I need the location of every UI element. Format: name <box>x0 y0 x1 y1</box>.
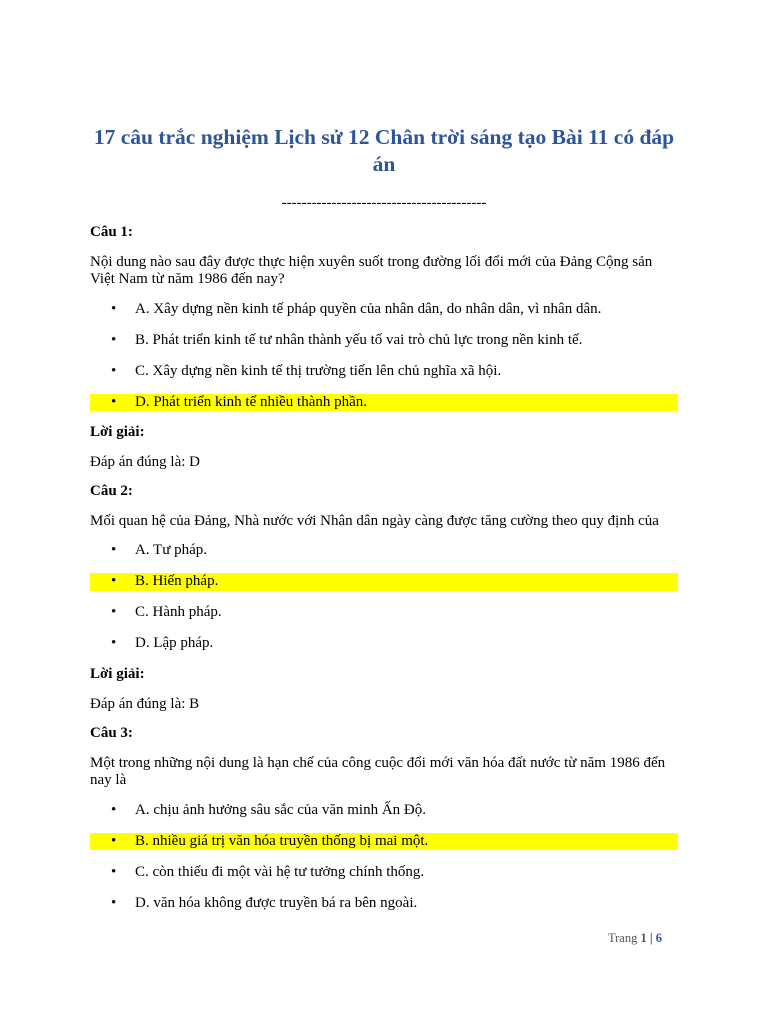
question-label: Câu 2: <box>90 483 133 499</box>
question-text: Nội dung nào sau đây được thực hiện xuyên suốt trong đường lối đổi mới của Đảng Cộng sản Việt Nam từ năm 1986 đến nay? <box>90 253 653 287</box>
bullet-icon: • <box>111 801 117 818</box>
option-c <box>90 363 678 381</box>
bullet-icon: • <box>111 542 117 558</box>
option-text: B. nhiều giá trị văn hóa truyền thống bị mai một. <box>135 832 429 849</box>
solution-label: Lời giải: <box>90 665 145 682</box>
document-body <box>90 224 678 912</box>
bullet-icon: • <box>111 573 117 589</box>
bullet-icon: • <box>111 635 117 651</box>
option-text: A. Tư pháp. <box>135 542 208 558</box>
footer-divider: | <box>649 931 653 945</box>
option-c <box>90 604 678 622</box>
question-label: Câu 1: <box>90 224 133 240</box>
page-footer <box>608 930 662 946</box>
bullet-icon: • <box>111 331 117 348</box>
option-b-correct <box>90 573 678 591</box>
option-list <box>90 802 678 913</box>
option-d <box>90 895 678 913</box>
bullet-icon: • <box>111 362 117 379</box>
question-label: Câu 3: <box>90 724 133 741</box>
footer-total-pages: 6 <box>655 931 662 945</box>
footer-prefix: Trang <box>607 931 638 945</box>
title-separator: ----------------------------------------- <box>281 195 487 211</box>
option-text: C. Hành pháp. <box>135 604 222 620</box>
option-text: D. Lập pháp. <box>135 635 214 651</box>
option-a <box>90 301 678 319</box>
option-text: D. Phát triển kinh tế nhiều thành phần. <box>135 393 368 410</box>
document-title: 17 câu trắc nghiệm Lịch sử 12 Chân trời sáng tạo Bài 11 có đáp án <box>93 125 675 176</box>
bullet-icon: • <box>111 894 117 911</box>
bullet-icon: • <box>111 393 117 410</box>
bullet-icon: • <box>111 832 117 849</box>
option-text: C. còn thiếu đi một vài hệ tư tưởng chính thống. <box>135 863 425 880</box>
answer-text: Đáp án đúng là: B <box>90 695 200 712</box>
option-list <box>90 542 678 653</box>
option-a <box>90 802 678 820</box>
option-text: B. Phát triển kinh tế tư nhân thành yếu tố vai trò chủ lực trong nền kinh tế. <box>135 331 583 348</box>
option-list <box>90 301 678 412</box>
option-text: C. Xây dựng nền kinh tế thị trường tiến lên chủ nghĩa xã hội. <box>135 362 502 379</box>
solution-label: Lời giải: <box>90 424 145 440</box>
option-text: A. chịu ảnh hưởng sâu sắc của văn minh Ấn Độ. <box>135 801 426 818</box>
footer-current-page: 1 <box>640 931 647 945</box>
option-b-correct <box>90 833 678 851</box>
option-d-correct <box>90 394 678 412</box>
option-text: B. Hiến pháp. <box>135 573 219 589</box>
option-text: A. Xây dựng nền kinh tế pháp quyền của nhân dân, do nhân dân, vì nhân dân. <box>135 300 602 317</box>
bullet-icon: • <box>111 863 117 880</box>
answer-text: Đáp án đúng là: D <box>90 454 200 470</box>
question-text: Mối quan hệ của Đảng, Nhà nước với Nhân dân ngày càng được tăng cường theo quy định của <box>90 513 659 529</box>
question-text: Một trong những nội dung là hạn chế của công cuộc đổi mới văn hóa đất nước từ năm 1986 đến nay là <box>90 754 666 788</box>
option-b <box>90 332 678 350</box>
option-a <box>90 542 678 560</box>
option-text: D. văn hóa không được truyền bá ra bên ngoài. <box>135 894 418 911</box>
option-c <box>90 864 678 882</box>
bullet-icon: • <box>111 604 117 620</box>
bullet-icon: • <box>111 300 117 317</box>
option-d <box>90 635 678 653</box>
